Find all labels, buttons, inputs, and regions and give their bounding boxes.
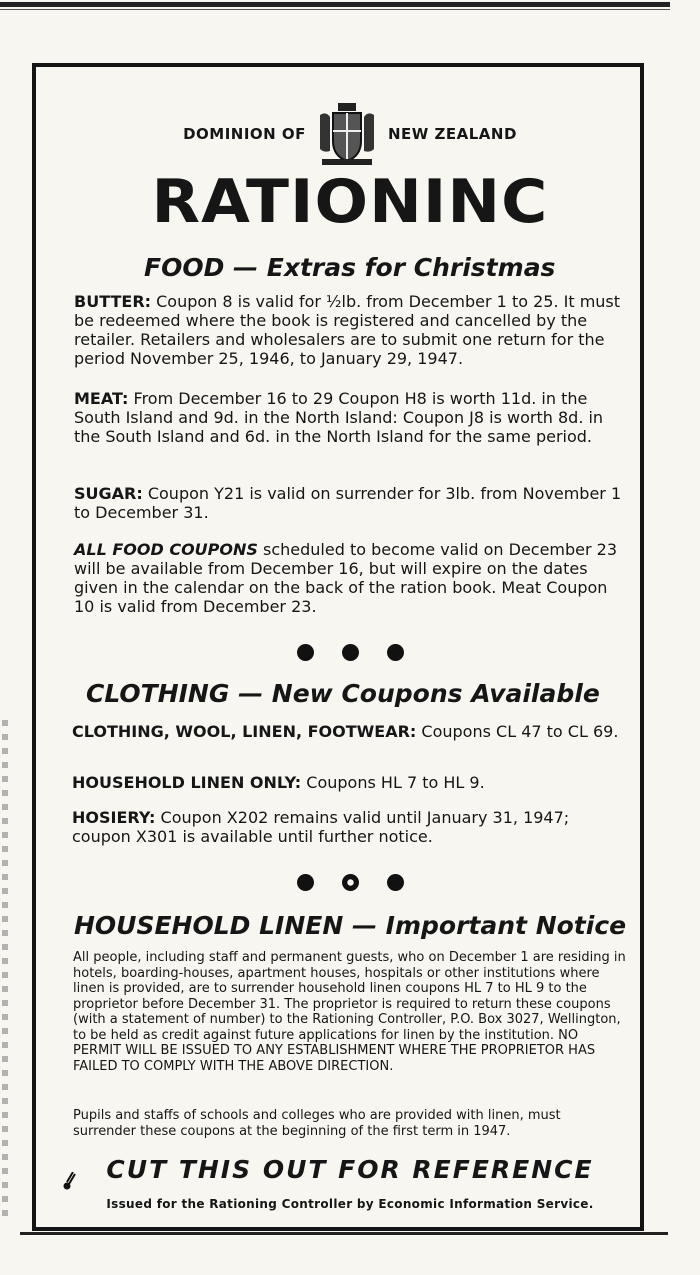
separator-dot xyxy=(297,874,314,891)
hosiery-text: Coupon X202 remains valid until January 31, 1947; coupon X301 is available until further notice. xyxy=(72,808,570,846)
meat-text: From December 16 to 29 Coupon H8 is worth 11d. in the South Island and 9d. in the North Island: Coupon J8 is worth 8d. in the South Island and 6d. in the North Island for the same period. xyxy=(74,389,604,446)
main-title: RATIONINC xyxy=(151,167,549,237)
separator-dot xyxy=(297,644,314,661)
hosiery-paragraph xyxy=(72,808,628,846)
clothing-heading: CLOTHING — New Coupons Available xyxy=(86,679,600,708)
meat-paragraph xyxy=(74,389,626,446)
separator-dots-1 xyxy=(0,644,700,661)
all-food-label: ALL FOOD COUPONS xyxy=(74,540,258,559)
cut-out-reference: CUT THIS OUT FOR REFERENCE xyxy=(106,1155,594,1184)
masthead-new-zealand: NEW ZEALAND xyxy=(387,125,517,143)
household-linen-only-label: HOUSEHOLD LINEN ONLY: xyxy=(72,773,302,792)
butter-paragraph xyxy=(74,292,626,368)
sugar-text: Coupon Y21 is valid on surrender for 3lb. from November 1 to December 31. xyxy=(74,484,622,522)
separator-dots-2 xyxy=(0,874,700,891)
masthead-dominion: DOMINION OF xyxy=(183,125,306,143)
household-heading: HOUSEHOLD LINEN — Important Notice xyxy=(74,911,627,940)
household-notice-paragraph: All people, including staff and permanent guests, who on December 1 are residing in hotels, boarding-houses, apartment houses, hospitals or other institutions where linen is provided, are to surrender household linen coupons HL 7 to HL 9 to the proprietor before December 31. The proprietor is required to return these coupons (with a statement of number) to the Rationing Controller, P.O. Box 3027, Wellington, to be held as credit against future applications for linen by the institution. NO PERMIT WILL BE ISSUED TO ANY ESTABLISHMENT WHERE THE PROPRIETOR HAS FAILED TO COMPLY WITH THE ABOVE DIRECTION. xyxy=(73,950,626,1074)
butter-text: Coupon 8 is valid for ½lb. from December 1 to 25. It must be redeemed where the book is registered and cancelled by the retailer. Retailers and wholesalers are to submit one return for the period November 25, 1946, to January 29, 1947. xyxy=(74,292,621,368)
schools-paragraph: Pupils and staffs of schools and colleges who are provided with linen, must surrender these coupons at the beginning of the first term in 1947. xyxy=(73,1108,561,1139)
hosiery-label: HOSIERY: xyxy=(72,808,156,827)
coat-of-arms-icon xyxy=(316,101,378,167)
all-food-text: scheduled to become valid on December 23 will be available from December 16, but will expire on the dates given in the calendar on the back of the ration book. Meat Coupon 10 is valid from December 23. xyxy=(74,540,618,616)
all-food-paragraph xyxy=(74,540,626,616)
margin-binding xyxy=(2,720,8,1220)
separator-dot xyxy=(387,874,404,891)
clothing-wool-text: Coupons CL 47 to CL 69. xyxy=(421,722,619,741)
clothing-wool-paragraph xyxy=(72,722,628,741)
household-linen-only-text: Coupons HL 7 to HL 9. xyxy=(306,773,485,792)
masthead xyxy=(0,100,700,168)
sugar-paragraph xyxy=(74,484,626,522)
food-heading: FOOD — Extras for Christmas xyxy=(144,253,556,282)
top-rule-thin xyxy=(0,9,670,10)
separator-dot xyxy=(342,644,359,661)
separator-dot xyxy=(387,644,404,661)
meat-label: MEAT: xyxy=(74,389,129,408)
issued-by-line: Issued for the Rationing Controller by Economic Information Service. xyxy=(106,1197,594,1211)
bottom-rule xyxy=(20,1232,668,1235)
separator-dot xyxy=(342,874,359,891)
top-rule xyxy=(0,2,670,7)
butter-label: BUTTER: xyxy=(74,292,152,311)
clothing-wool-label: CLOTHING, WOOL, LINEN, FOOTWEAR: xyxy=(72,722,417,741)
sugar-label: SUGAR: xyxy=(74,484,143,503)
household-linen-only-paragraph xyxy=(72,773,628,792)
